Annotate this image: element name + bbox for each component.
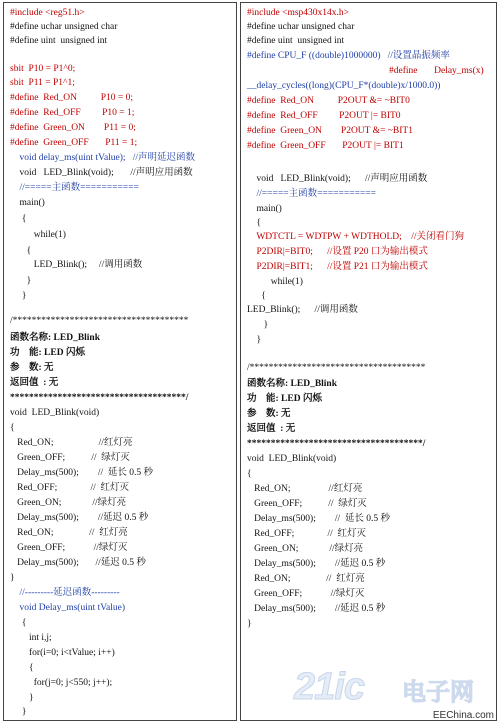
code-line: } xyxy=(247,619,252,629)
code-line: sbit P11 = P1^1; xyxy=(10,78,75,88)
code-line: void LED_Blink(void); //声明应用函数 xyxy=(10,168,193,178)
code-line: //=====主函数=========== xyxy=(247,189,377,199)
code-line: #define Green_OFF P11 = 1; xyxy=(10,138,138,148)
code-line: Green_OFF; //绿灯灭 xyxy=(247,589,365,599)
code-line: Red_ON; //红灯亮 xyxy=(10,438,133,448)
code-line: { xyxy=(10,214,27,224)
code-line: Red_ON; //红灯亮 xyxy=(247,484,363,494)
code-line: /************************************* xyxy=(247,363,426,373)
code-line: *************************************/ xyxy=(247,439,426,449)
code-line: Red_OFF; // 红灯灭 xyxy=(10,483,130,493)
right-code-panel xyxy=(240,2,497,721)
code-line: Delay_ms(500); //延迟 0.5 秒 xyxy=(247,604,386,614)
code-line: Delay_ms(500); // 延长 0.5 秒 xyxy=(247,514,391,524)
code-line: Delay_ms(500); //延迟 0.5 秒 xyxy=(247,559,386,569)
code-line: #define uchar unsigned char xyxy=(10,22,118,32)
code-line: Green_OFF; // 绿灯灭 xyxy=(247,499,367,509)
code-line: Red_ON; // 红灯亮 xyxy=(10,528,128,538)
code-line: void Delay_ms(uint tValue) xyxy=(10,603,126,613)
code-line: #define Red_OFF P2OUT |= BIT0 xyxy=(247,111,401,121)
code-line: Green_OFF; //绿灯灭 xyxy=(10,543,128,553)
code-line: #define uchar unsigned char xyxy=(247,22,355,32)
code-line: #define Red_ON P2OUT &= ~BIT0 xyxy=(247,96,410,106)
code-line: int i,j; xyxy=(10,633,52,643)
code-line: sbit P10 = P1^0; xyxy=(10,64,76,74)
code-line: 功 能: LED 闪烁 xyxy=(10,348,85,358)
code-line: #define Red_ON P10 = 0; xyxy=(10,93,134,103)
code-line: *************************************/ xyxy=(10,393,189,403)
code-line: while(1) xyxy=(247,277,303,287)
code-line: #define Green_OFF P2OUT |= BIT1 xyxy=(247,141,404,151)
code-line: P2DIR|=BIT1; //设置 P21 口为输出模式 xyxy=(247,262,428,272)
code-line: for(i=0; i<tValue; i++) xyxy=(10,648,115,658)
code-line: #define Green_ON P11 = 0; xyxy=(10,123,136,133)
code-line: for(j=0; j<550; j++); xyxy=(10,678,113,688)
code-line: __delay_cycles((long)(CPU_F*(double)x/1000.0)) xyxy=(247,81,441,91)
code-line: /************************************* xyxy=(10,316,189,326)
code-line: #define CPU_F ((double)1000000) //设置晶振频率 xyxy=(247,51,450,61)
code-line: { xyxy=(10,246,32,256)
code-line: //---------延迟函数--------- xyxy=(10,588,120,598)
code-line: Green_ON; //绿灯亮 xyxy=(247,544,364,554)
code-line: } xyxy=(10,707,27,717)
code-line: main() xyxy=(10,198,45,208)
code-line: LED_Blink(); //调用函数 xyxy=(10,260,143,270)
code-line: { xyxy=(247,469,252,479)
code-line: #define Delay_ms(x) xyxy=(389,66,484,76)
code-line: #define Red_OFF P10 = 1; xyxy=(10,108,135,118)
code-line: LED_Blink(); //调用函数 xyxy=(247,305,358,315)
watermark-url: EEChina.com xyxy=(432,710,494,721)
code-line: 功 能: LED 闪烁 xyxy=(247,394,322,404)
code-line: 参 数: 无 xyxy=(247,409,291,419)
code-line: //=====主函数=========== xyxy=(10,183,140,193)
code-line: 函数名称: LED_Blink xyxy=(10,333,101,343)
watermark-cn: 电子网 xyxy=(402,678,474,706)
code-line: 返回值 : 无 xyxy=(10,378,59,388)
watermark-21ic: 21ic xyxy=(294,666,364,708)
code-line: void LED_Blink(void) xyxy=(247,454,337,464)
code-line: Delay_ms(500); //延迟 0.5 秒 xyxy=(10,513,149,523)
code-line: P2DIR|=BIT0; //设置 P20 口为输出模式 xyxy=(247,247,428,257)
code-line: 返回值 : 无 xyxy=(247,424,296,434)
code-line: #define Green_ON P2OUT &= ~BIT1 xyxy=(247,126,413,136)
code-line: } xyxy=(247,320,269,330)
code-line: { xyxy=(10,663,34,673)
left-code-panel xyxy=(3,2,237,721)
code-line: { xyxy=(10,423,15,433)
code-line: Green_OFF; // 绿灯灭 xyxy=(10,453,130,463)
code-line: Green_ON; //绿灯亮 xyxy=(10,498,127,508)
code-line: #include <msp430x14x.h> xyxy=(247,8,350,18)
code-line: } xyxy=(10,276,32,286)
code-line: Delay_ms(500); // 延长 0.5 秒 xyxy=(10,468,154,478)
code-line: 参 数: 无 xyxy=(10,363,54,373)
code-line: main() xyxy=(247,204,282,214)
code-line: void delay_ms(uint tValue); //声明延迟函数 xyxy=(10,153,195,163)
code-line: void LED_Blink(void); //声明应用函数 xyxy=(247,174,428,184)
code-line: } xyxy=(10,573,15,583)
code-line: Delay_ms(500); //延迟 0.5 秒 xyxy=(10,558,146,568)
code-line: WDTCTL = WDTPW + WDTHOLD; //关闭看门狗 xyxy=(247,232,465,242)
code-line: Red_OFF; // 红灯灭 xyxy=(247,529,367,539)
code-line: { xyxy=(247,218,262,228)
code-line: Red_ON; // 红灯亮 xyxy=(247,574,365,584)
site-watermark-logo xyxy=(294,666,494,721)
code-line: { xyxy=(247,291,266,301)
code-line: void LED_Blink(void) xyxy=(10,408,100,418)
code-line: #include <reg51.h> xyxy=(10,8,85,18)
code-line: while(1) xyxy=(10,230,66,240)
code-line: 函数名称: LED_Blink xyxy=(247,379,338,389)
code-line: #define uint unsigned int xyxy=(247,36,345,46)
code-line: } xyxy=(247,335,262,345)
code-line: } xyxy=(10,291,27,301)
code-line: #define uint unsigned int xyxy=(10,36,108,46)
code-line: } xyxy=(10,693,34,703)
code-line: { xyxy=(10,618,27,628)
